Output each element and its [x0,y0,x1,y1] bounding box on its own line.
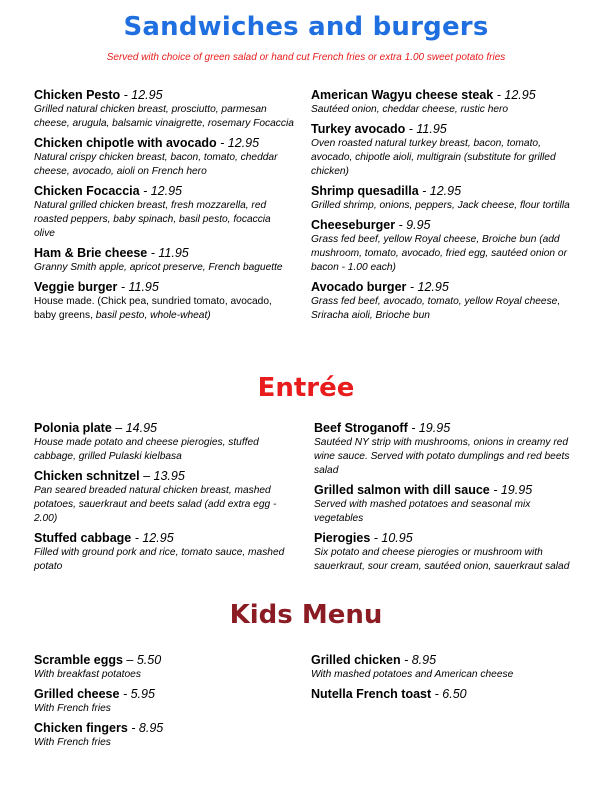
description-italic: With French fries [34,737,111,748]
kids-right-column [311,652,571,706]
menu-item-price [405,122,446,136]
description-italic: Sautéed onion, cheddar cheese, rustic hero [311,104,509,115]
price-value: 8.95 [411,653,437,667]
menu-item [34,279,294,323]
price-separator: – [139,469,154,483]
menu-item-title [34,530,299,546]
price-separator: - [407,421,419,435]
menu-item-name: Beef Stroganoff [314,421,408,435]
menu-item-title [34,420,299,436]
price-value: 6.50 [442,687,467,701]
price-value: 10.95 [381,531,413,545]
menu-item-title [314,482,576,498]
price-separator: - [431,687,443,701]
menu-item-title [314,420,576,436]
entree-left-column [34,420,299,578]
sandwiches-heading: Sandwiches and burgers [123,12,489,42]
menu-item-price [117,280,158,294]
menu-item [34,135,294,179]
menu-item-title [34,135,294,151]
menu-item-name: Pierogies [314,531,371,545]
menu-item-name: Avocado burger [311,280,407,294]
price-separator: - [493,88,505,102]
menu-item-description [314,498,576,526]
price-value: 12.95 [142,531,174,545]
description-italic: Natural crispy chicken breast, bacon, tomato, cheddar cheese, avocado, aioli on French hero [34,152,278,177]
menu-item-title [34,686,294,702]
menu-item-name: Turkey avocado [311,122,406,136]
price-separator: - [405,122,417,136]
sandwiches-subtitle: Served with choice of green salad or hand cut French fries or extra 1.00 sweet potato fries [106,52,506,63]
sandwiches-left-column [34,87,294,327]
menu-item-price [128,721,163,735]
menu-item-price [395,218,430,232]
menu-item [311,686,571,702]
menu-item-title [314,530,576,546]
menu-item-name: Scramble eggs [34,653,123,667]
menu-item-title [311,183,581,199]
menu-item-price [490,483,532,497]
price-separator: - [119,687,131,701]
menu-item-title [311,87,581,103]
description-italic: With mashed potatoes and American cheese [311,669,514,680]
price-separator: - [127,721,139,735]
description-italic: Filled with ground pork and rice, tomato sauce, mashed potato [34,547,285,572]
menu-item-title [34,468,299,484]
menu-item [314,482,576,526]
price-value: 9.95 [406,218,431,232]
menu-item-title [311,652,571,668]
menu-item-price [140,184,182,198]
menu-item-name: Chicken chipotle with avocado [34,136,217,150]
menu-item-name: Stuffed cabbage [34,531,132,545]
menu-item [34,420,299,464]
menu-item [311,87,581,117]
menu-item-price [419,184,461,198]
menu-item-description [311,233,581,275]
menu-item-title [311,121,581,137]
menu-item-price [408,421,450,435]
price-value: 14.95 [125,421,157,435]
menu-item-description [314,546,576,574]
menu-item [34,183,294,241]
menu-item-price [140,469,185,483]
menu-item-price [401,653,436,667]
menu-item [311,217,581,275]
menu-item-description [34,261,294,275]
menu-item-description [311,668,571,682]
menu-item-name: Nutella French toast [311,687,432,701]
menu-item-description [311,295,581,323]
menu-item [311,183,581,213]
price-value: 11.95 [128,280,159,294]
kids-heading: Kids Menu [229,600,383,630]
entree-heading: Entrée [257,373,355,403]
price-value: 12.95 [131,88,163,102]
menu-item [34,720,294,750]
menu-item-description [34,103,294,131]
description-italic: Served with mashed potatoes and seasonal mix vegetables [314,499,531,524]
description-italic: With breakfast potatoes [34,669,141,680]
menu-item-price [123,653,161,667]
description-italic: Grilled shrimp, onions, peppers, Jack cheese, flour tortilla [311,200,570,211]
menu-item-description [34,702,294,716]
menu-item-name: Veggie burger [34,280,118,294]
menu-item-description [311,103,581,117]
price-value: 19.95 [418,421,451,435]
menu-item-price [120,88,162,102]
price-separator: - [489,483,501,497]
price-separator: - [395,218,407,232]
description-italic: Six potato and cheese pierogies or mushroom with sauerkraut, sour cream, sautéed onion, sauerkraut salad [314,547,570,572]
menu-item-title [34,183,294,199]
menu-item [314,530,576,574]
menu-item-name: Chicken Focaccia [34,184,140,198]
price-separator: - [131,531,143,545]
price-separator: - [117,280,129,294]
description-italic: Pan seared breaded natural chicken breast, mashed potatoes, sauerkraut and beets salad (add extra egg - 2.00) [34,485,277,524]
menu-item [34,652,294,682]
menu-item-title [311,279,581,295]
price-separator: - [147,246,159,260]
menu-item-price [493,88,535,102]
menu-item [314,420,576,478]
price-value: 11.95 [416,122,447,136]
menu-item-title [311,686,571,702]
description-italic: basil pesto, whole-wheat) [95,310,211,321]
menu-item-name: Grilled chicken [311,653,401,667]
price-value: 12.95 [504,88,536,102]
menu-item-name: Polonia plate [34,421,112,435]
price-value: 12.95 [150,184,182,198]
price-value: 5.95 [130,687,155,701]
price-separator: - [418,184,430,198]
price-separator: - [120,88,132,102]
menu-item-name: Chicken schnitzel [34,469,140,483]
menu-item-price [112,421,157,435]
menu-item-price [370,531,412,545]
description-italic: With French fries [34,703,111,714]
price-separator: – [122,653,137,667]
price-value: 8.95 [138,721,164,735]
menu-item-title [34,720,294,736]
menu-item [311,279,581,323]
menu-item-description [34,199,294,241]
menu-item-name: Cheeseburger [311,218,396,232]
menu-item-description [311,137,581,179]
price-separator: - [400,653,412,667]
menu-item-price [217,136,259,150]
price-separator: – [111,421,126,435]
price-separator: - [139,184,151,198]
description-italic: Grass fed beef, avocado, tomato, yellow Royal cheese, Sriracha aioli, Brioche bun [311,296,561,321]
menu-item [311,652,571,682]
menu-item-title [34,279,294,295]
price-value: 19.95 [500,483,533,497]
menu-item [34,686,294,716]
price-value: 13.95 [153,469,185,483]
menu-item-name: Ham & Brie cheese [34,246,148,260]
kids-left-column [34,652,294,754]
menu-item-description [314,436,576,478]
menu-item-name: Chicken fingers [34,721,128,735]
menu-item-description [311,199,581,213]
menu-item-price [406,280,448,294]
menu-item-title [34,87,294,103]
menu-item-description [34,736,294,750]
menu-item [311,121,581,179]
menu-item-name: American Wagyu cheese steak [311,88,494,102]
description-italic: Sautéed NY strip with mushrooms, onions in creamy red wine sauce. Served with potato dumplings and red beets salad [314,437,570,476]
menu-item-price [431,687,466,701]
menu-item [34,87,294,131]
description-plain: House made. (Chick pea, sundried tomato, avocado, baby greens, [34,296,272,321]
menu-item-description [34,151,294,179]
menu-item [34,245,294,275]
menu-item-description [34,484,299,526]
price-value: 12.95 [417,280,449,294]
description-italic: Natural grilled chicken breast, fresh mozzarella, red roasted peppers, baby spinach, basil pesto, focaccia olive [34,200,271,239]
menu-item-price [119,687,154,701]
price-separator: - [216,136,228,150]
menu-item-description [34,668,294,682]
menu-item-name: Shrimp quesadilla [311,184,419,198]
menu-item-name: Grilled cheese [34,687,120,701]
description-italic: House made potato and cheese pierogies, stuffed cabbage, grilled Pulaski kielbasa [34,437,259,462]
menu-item-description [34,295,294,323]
price-separator: - [370,531,382,545]
menu-item-title [34,652,294,668]
description-italic: Grilled natural chicken breast, prosciutto, parmesan cheese, arugula, balsamic vinaigrette, rosemary Focaccia [34,104,294,129]
menu-item-price [131,531,173,545]
menu-item [34,530,299,574]
price-value: 5.50 [136,653,162,667]
price-value: 12.95 [227,136,260,150]
price-separator: - [406,280,418,294]
menu-item-title [34,245,294,261]
menu-item-description [34,546,299,574]
description-italic: Grass fed beef, yellow Royal cheese, Broiche bun (add mushroom, tomato, avocado, fried egg, sautéed onion or bacon - 1.00 each) [311,234,567,273]
entree-right-column [314,420,576,578]
menu-item [34,468,299,526]
description-italic: Granny Smith apple, apricot preserve, French baguette [34,262,283,273]
price-value: 11.95 [158,246,189,260]
menu-item-name: Grilled salmon with dill sauce [314,483,490,497]
sandwiches-right-column [311,87,581,327]
menu-item-title [311,217,581,233]
menu-item-description [34,436,299,464]
menu-item-name: Chicken Pesto [34,88,121,102]
description-italic: Oven roasted natural turkey breast, bacon, tomato, avocado, chipotle aioli, multigrain (substitute for grilled chicken) [311,138,556,177]
menu-item-price [147,246,188,260]
price-value: 12.95 [429,184,462,198]
